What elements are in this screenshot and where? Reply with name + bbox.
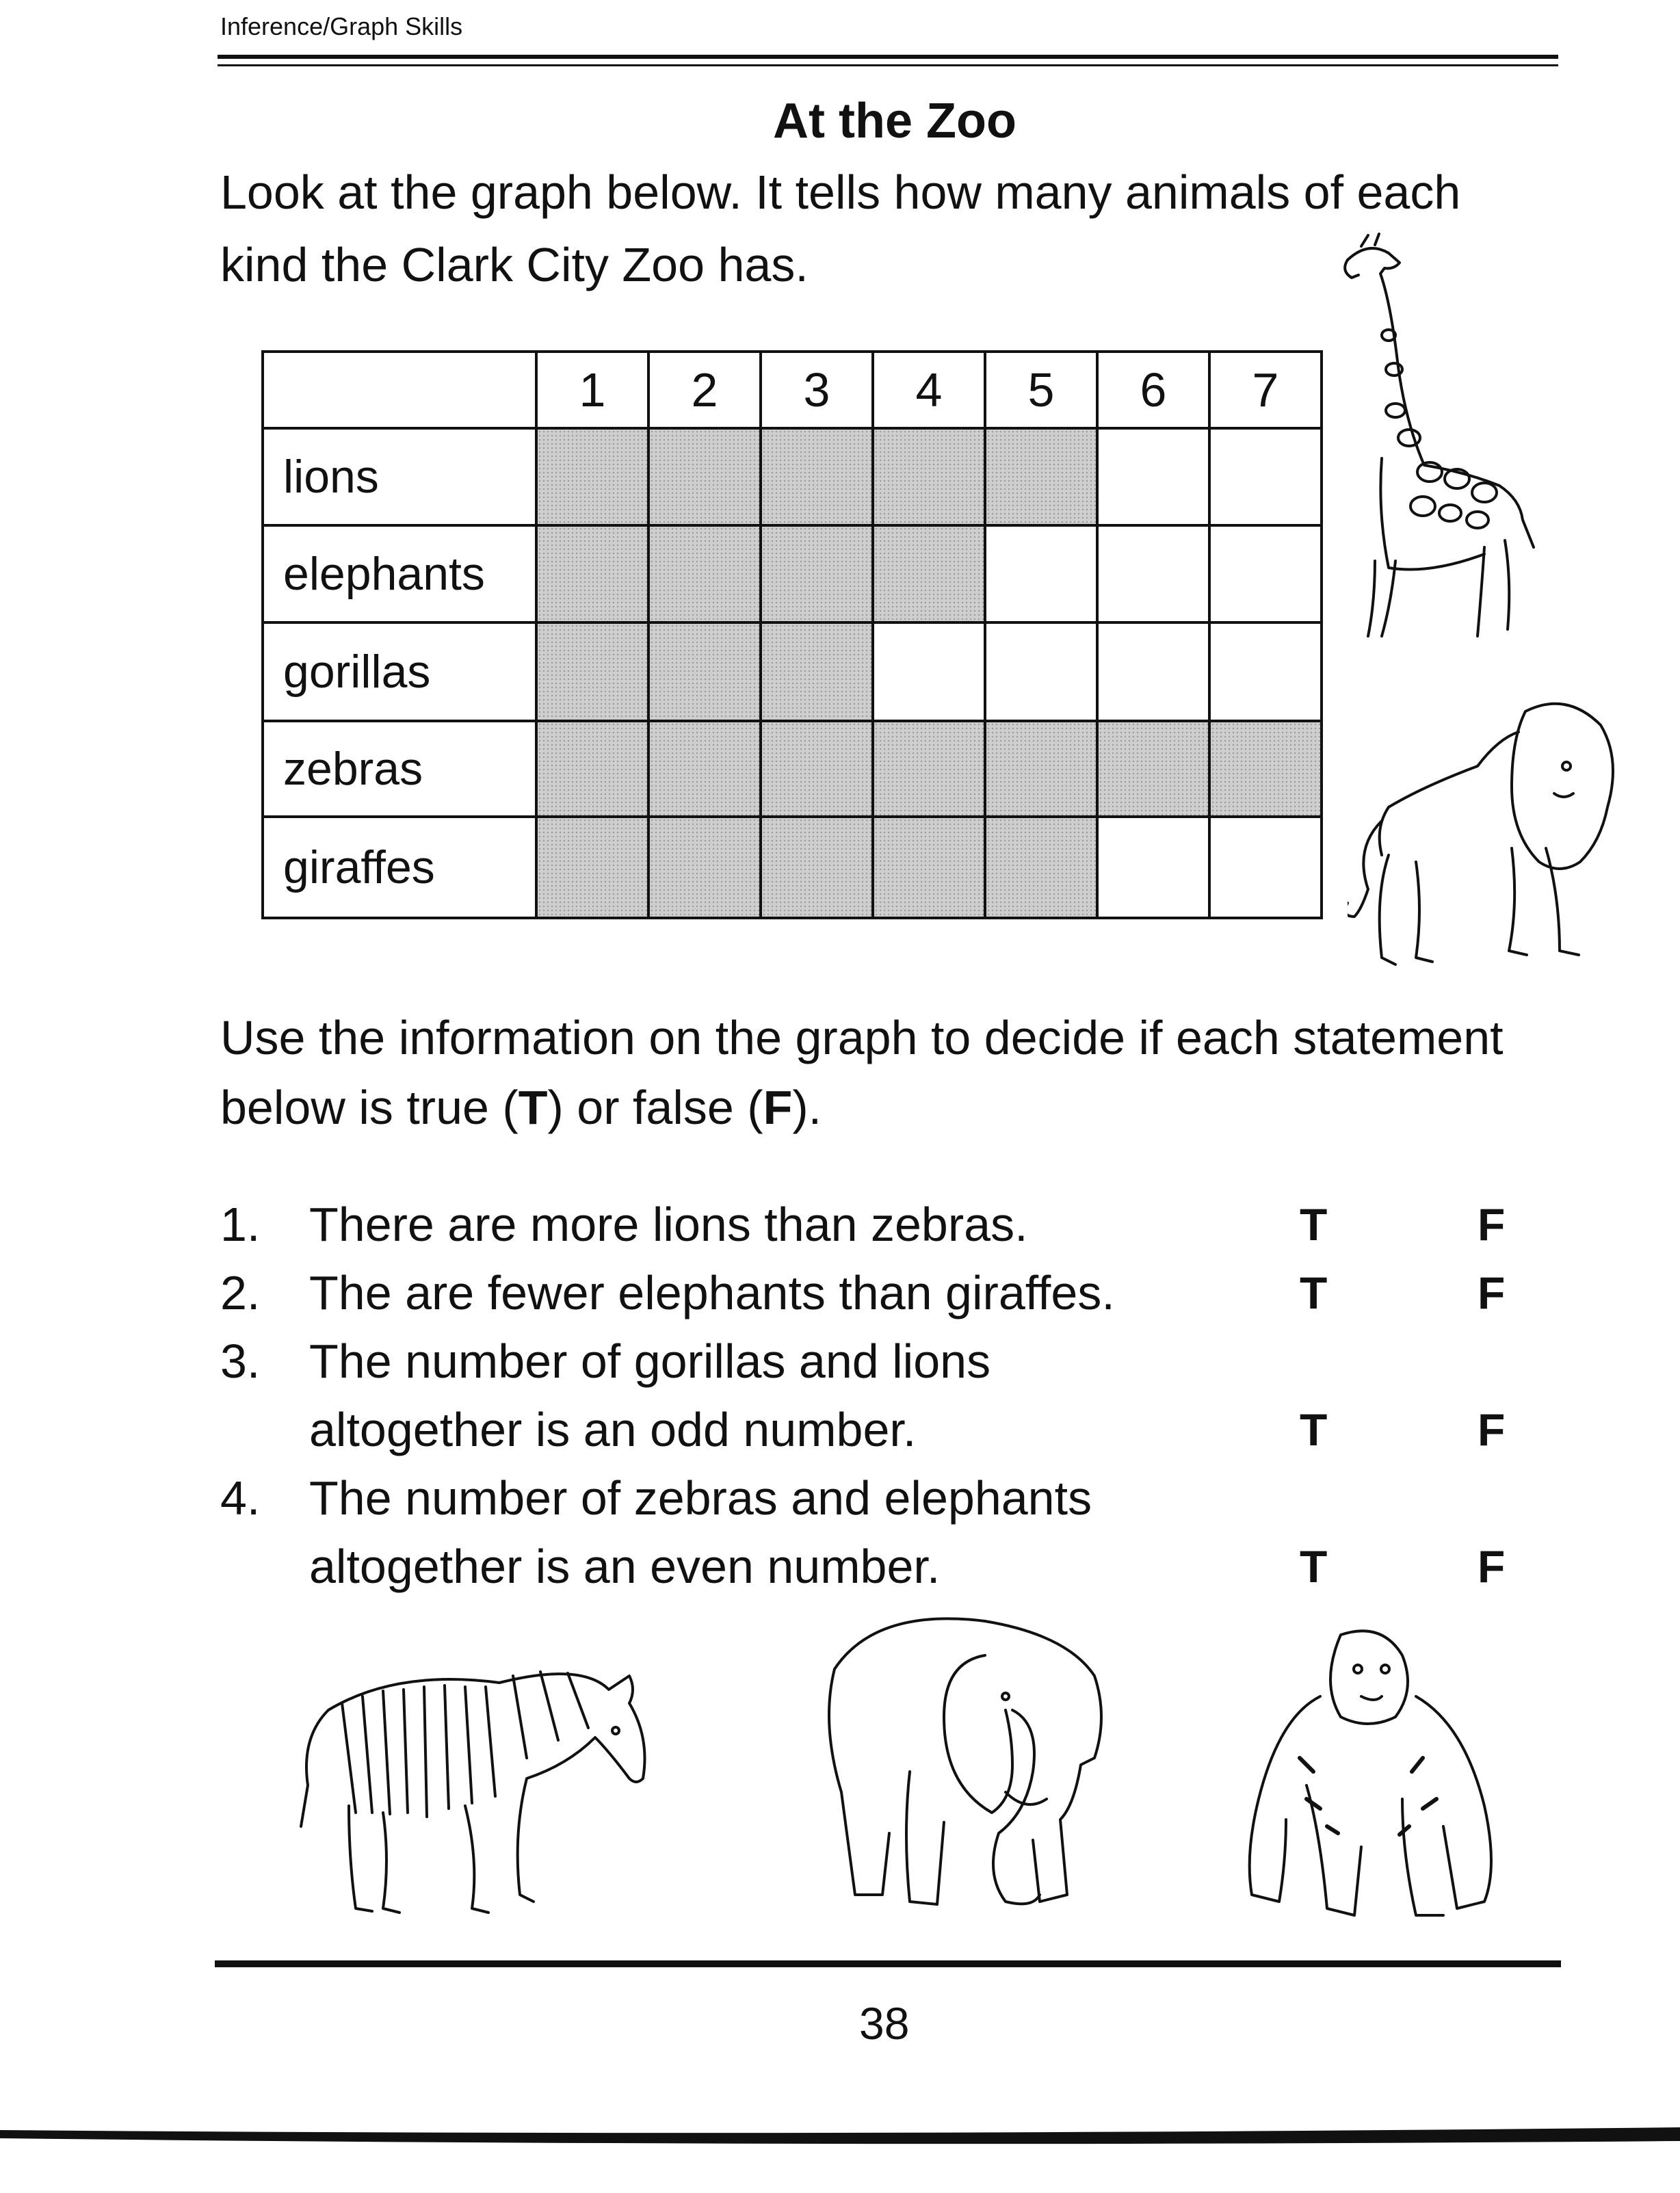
- question-3-true-option[interactable]: T: [1300, 1404, 1328, 1455]
- header-rule-thin: [218, 64, 1558, 66]
- elephant-illustration: [807, 1607, 1122, 1922]
- graph-row-gorillas: [263, 622, 1322, 721]
- graph-cell: [1097, 428, 1209, 525]
- intro-line-2: kind the Clark City Zoo has.: [220, 238, 809, 291]
- lion-illustration: [1348, 691, 1635, 978]
- graph-row-label: zebras: [263, 721, 536, 817]
- graph-row-label: elephants: [263, 525, 536, 622]
- question-3-false-option[interactable]: F: [1478, 1404, 1506, 1455]
- footer-rule: [215, 1960, 1561, 1967]
- graph-cell: [873, 817, 985, 918]
- page-number: 38: [859, 1998, 910, 2049]
- graph-row-label: giraffes: [263, 817, 536, 918]
- graph-row-zebras: [263, 721, 1322, 817]
- question-4-text-line-2: altogether is an even number.: [309, 1540, 941, 1593]
- graph-col-5: 5: [985, 352, 1097, 428]
- graph-cell: [1097, 622, 1209, 721]
- graph-cell: [761, 428, 873, 525]
- question-2-text: The are fewer elephants than giraffes.: [309, 1266, 1115, 1319]
- graph-cell: [536, 428, 648, 525]
- zebra-illustration: [287, 1655, 698, 1929]
- graph-cell: [648, 622, 761, 721]
- graph-cell: [1209, 817, 1322, 918]
- graph-cell: [1097, 721, 1209, 817]
- instructions-part-a: below is true (: [220, 1081, 519, 1134]
- page-edge-shadow: [0, 2120, 1680, 2148]
- instructions-part-c: ).: [792, 1081, 822, 1134]
- graph-cell: [1209, 622, 1322, 721]
- giraffe-illustration: [1320, 233, 1553, 657]
- question-1-false-option[interactable]: F: [1478, 1199, 1506, 1250]
- graph-cell: [1097, 525, 1209, 622]
- page-title: At the Zoo: [773, 94, 1016, 148]
- graph-cell: [536, 525, 648, 622]
- graph-cell: [536, 817, 648, 918]
- graph-row-label: gorillas: [263, 622, 536, 721]
- instructions-text: [220, 1003, 1561, 1142]
- graph-cell: [985, 721, 1097, 817]
- question-2-false-option[interactable]: F: [1478, 1268, 1506, 1318]
- graph-cell: [761, 817, 873, 918]
- true-letter: T: [518, 1081, 548, 1134]
- graph-cell: [536, 721, 648, 817]
- question-1-true-option[interactable]: T: [1300, 1199, 1328, 1250]
- question-4-false-option[interactable]: F: [1478, 1541, 1506, 1592]
- graph-cell: [985, 525, 1097, 622]
- graph-cell: [536, 622, 648, 721]
- question-3-text-line-1: The number of gorillas and lions: [309, 1335, 991, 1388]
- question-1-number: 1.: [220, 1198, 261, 1251]
- instructions-line-2: [220, 1073, 1561, 1142]
- zoo-graph: [261, 350, 1323, 919]
- graph-cell: [873, 721, 985, 817]
- graph-cell: [985, 622, 1097, 721]
- gorilla-illustration: [1231, 1621, 1505, 1922]
- graph-cell: [985, 428, 1097, 525]
- false-letter: F: [763, 1081, 793, 1134]
- graph-cell: [1209, 525, 1322, 622]
- graph-cell: [761, 525, 873, 622]
- graph-cell: [648, 428, 761, 525]
- graph-cell: [648, 721, 761, 817]
- graph-row-elephants: [263, 525, 1322, 622]
- graph-cell: [648, 525, 761, 622]
- graph-col-6: 6: [1097, 352, 1209, 428]
- question-4-text-line-1: The number of zebras and elephants: [309, 1471, 1092, 1525]
- question-1-text: There are more lions than zebras.: [309, 1198, 1028, 1251]
- graph-row-giraffes: [263, 817, 1322, 918]
- intro-line-1: Look at the graph below. It tells how many animals of each: [220, 166, 1461, 219]
- graph-row-lions: [263, 428, 1322, 525]
- question-4-true-option[interactable]: T: [1300, 1541, 1328, 1592]
- graph-col-2: 2: [648, 352, 761, 428]
- graph-header-row: [263, 352, 1322, 428]
- question-2-number: 2.: [220, 1266, 261, 1319]
- graph-cell: [873, 525, 985, 622]
- question-3-number: 3.: [220, 1335, 261, 1388]
- graph-cell: [648, 817, 761, 918]
- question-4-number: 4.: [220, 1471, 261, 1525]
- graph-cell: [761, 721, 873, 817]
- instructions-line-1: Use the information on the graph to decide if each statement: [220, 1011, 1504, 1064]
- instructions-part-b: ) or false (: [547, 1081, 763, 1134]
- graph-col-3: 3: [761, 352, 873, 428]
- question-2-true-option[interactable]: T: [1300, 1268, 1328, 1318]
- graph-cell: [761, 622, 873, 721]
- graph-cell: [985, 817, 1097, 918]
- graph-col-1: 1: [536, 352, 648, 428]
- graph-cell: [873, 622, 985, 721]
- graph-cell: [1097, 817, 1209, 918]
- graph-corner-cell: [263, 352, 536, 428]
- graph-cell: [1209, 428, 1322, 525]
- graph-row-label: lions: [263, 428, 536, 525]
- question-3-text-line-2: altogether is an odd number.: [309, 1403, 917, 1456]
- graph-col-7: 7: [1209, 352, 1322, 428]
- graph-col-4: 4: [873, 352, 985, 428]
- section-label: Inference/Graph Skills: [220, 12, 463, 40]
- graph-cell: [873, 428, 985, 525]
- header-rule: [218, 55, 1558, 59]
- graph-cell: [1209, 721, 1322, 817]
